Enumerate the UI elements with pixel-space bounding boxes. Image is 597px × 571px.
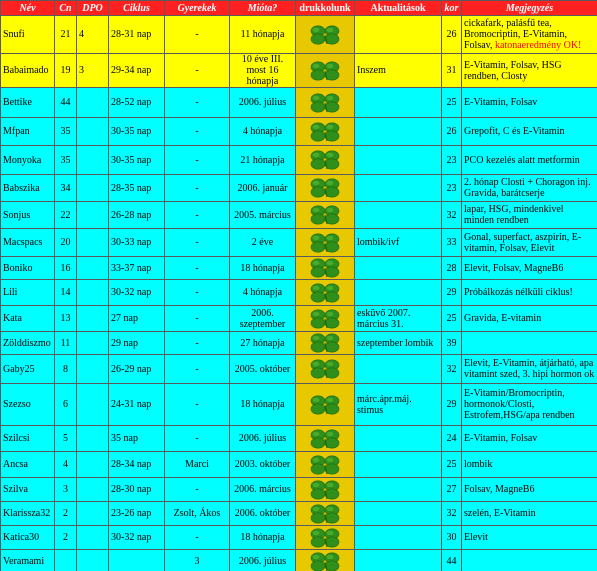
cell-nev: Babszika bbox=[1, 175, 55, 202]
cell-miota: 10 éve III. most 16 hónapja bbox=[230, 54, 296, 88]
cell-cn bbox=[55, 550, 77, 571]
cell-gyerekek: - bbox=[165, 355, 230, 384]
cell-kor: 28 bbox=[442, 257, 462, 280]
table-row bbox=[1, 550, 597, 571]
cell-clover bbox=[296, 550, 355, 571]
four-leaf-clover-icon bbox=[298, 394, 352, 416]
cell-cn: 22 bbox=[55, 202, 77, 229]
cell-ciklus: 26-29 nap bbox=[109, 355, 165, 384]
cell-gyerekek: - bbox=[165, 426, 230, 452]
cell-clover bbox=[296, 355, 355, 384]
cell-gyerekek: - bbox=[165, 118, 230, 146]
cell-aktualitasok bbox=[355, 257, 442, 280]
note-text: lapar, HSG, mindenkivel minden rendben bbox=[464, 204, 564, 226]
cell-gyerekek: - bbox=[165, 146, 230, 175]
cell-nev: Boniko bbox=[1, 257, 55, 280]
cell-nev: Ancsa bbox=[1, 452, 55, 478]
cell-aktualitasok bbox=[355, 502, 442, 526]
cell-clover bbox=[296, 478, 355, 502]
cell-miota: 2005. március bbox=[230, 202, 296, 229]
header-row bbox=[1, 1, 597, 16]
cell-kor: 25 bbox=[442, 88, 462, 118]
cell-miota: 2 éve bbox=[230, 229, 296, 257]
cell-nev: Macspacs bbox=[1, 229, 55, 257]
cell-nev: Lili bbox=[1, 280, 55, 306]
cell-dpo bbox=[77, 146, 109, 175]
note-text: Gravida, E-vitamin bbox=[464, 313, 542, 324]
note-text: 2. hónap Closti + Choragon inj. Gravida, barátcserje bbox=[464, 177, 591, 199]
header-nev: Név bbox=[1, 1, 55, 16]
cell-miota: 18 hónapja bbox=[230, 257, 296, 280]
cell-cn: 35 bbox=[55, 118, 77, 146]
cell-nev: Szilva bbox=[1, 478, 55, 502]
cell-clover bbox=[296, 257, 355, 280]
cell-kor: 29 bbox=[442, 384, 462, 426]
cell-ciklus: 29-34 nap bbox=[109, 54, 165, 88]
cell-ciklus: 26-28 nap bbox=[109, 202, 165, 229]
cell-gyerekek: - bbox=[165, 384, 230, 426]
cell-aktualitasok: esküvő 2007. március 31. bbox=[355, 306, 442, 332]
cell-ciklus: 30-32 nap bbox=[109, 526, 165, 550]
cell-aktualitasok bbox=[355, 202, 442, 229]
cell-cn: 3 bbox=[55, 478, 77, 502]
cell-megjegyzes bbox=[462, 280, 597, 306]
cell-miota: 2006. március bbox=[230, 478, 296, 502]
header-gyerekek: Gyerekek bbox=[165, 1, 230, 16]
note-text: Elevit, Folsav, MagneB6 bbox=[464, 262, 564, 274]
cell-aktualitasok bbox=[355, 426, 442, 452]
cell-megjegyzes bbox=[462, 146, 597, 175]
header-cn: Cn bbox=[55, 1, 77, 16]
cell-kor: 33 bbox=[442, 229, 462, 257]
cell-ciklus: 30-35 nap bbox=[109, 146, 165, 175]
cell-ciklus: 28-30 nap bbox=[109, 478, 165, 502]
cell-aktualitasok bbox=[355, 550, 442, 571]
cell-dpo bbox=[77, 229, 109, 257]
cell-aktualitasok: márc.ápr.máj. stimus bbox=[355, 384, 442, 426]
four-leaf-clover-icon bbox=[298, 551, 352, 571]
cell-gyerekek: - bbox=[165, 16, 230, 54]
cell-kor: 39 bbox=[442, 332, 462, 355]
cell-ciklus: 29 nap bbox=[109, 332, 165, 355]
cell-nev: Kata bbox=[1, 306, 55, 332]
cell-kor: 31 bbox=[442, 54, 462, 88]
cell-clover bbox=[296, 202, 355, 229]
cell-clover bbox=[296, 229, 355, 257]
cell-miota: 4 hónapja bbox=[230, 280, 296, 306]
cell-dpo bbox=[77, 175, 109, 202]
cell-dpo bbox=[77, 550, 109, 571]
cell-dpo bbox=[77, 452, 109, 478]
cell-megjegyzes bbox=[462, 526, 597, 550]
cell-aktualitasok: lombik/ivf bbox=[355, 229, 442, 257]
cell-miota: 2006. július bbox=[230, 550, 296, 571]
cell-cn: 2 bbox=[55, 502, 77, 526]
cell-nev: Monyoka bbox=[1, 146, 55, 175]
cell-ciklus: 28-31 nap bbox=[109, 16, 165, 54]
cell-megjegyzes bbox=[462, 118, 597, 146]
cell-cn: 8 bbox=[55, 355, 77, 384]
cell-aktualitasok bbox=[355, 118, 442, 146]
four-leaf-clover-icon bbox=[298, 204, 352, 226]
four-leaf-clover-icon bbox=[298, 257, 352, 279]
cell-miota: 2006. január bbox=[230, 175, 296, 202]
note-text: Próbálkozás nélküli ciklus! bbox=[464, 287, 573, 298]
table-row bbox=[1, 118, 597, 146]
cell-kor: 29 bbox=[442, 280, 462, 306]
header-dpo: DPO bbox=[77, 1, 109, 16]
cell-cn: 16 bbox=[55, 257, 77, 280]
header-kor: kor bbox=[442, 1, 462, 16]
cell-kor: 30 bbox=[442, 526, 462, 550]
cell-kor: 25 bbox=[442, 306, 462, 332]
four-leaf-clover-icon bbox=[298, 60, 352, 82]
cell-gyerekek: - bbox=[165, 332, 230, 355]
cell-gyerekek: - bbox=[165, 54, 230, 88]
four-leaf-clover-icon bbox=[298, 332, 352, 354]
cell-megjegyzes bbox=[462, 384, 597, 426]
cell-kor: 32 bbox=[442, 355, 462, 384]
table-row bbox=[1, 88, 597, 118]
four-leaf-clover-icon bbox=[298, 503, 352, 525]
cell-megjegyzes bbox=[462, 306, 597, 332]
four-leaf-clover-icon bbox=[298, 454, 352, 476]
cell-clover bbox=[296, 280, 355, 306]
four-leaf-clover-icon bbox=[298, 121, 352, 143]
cell-clover bbox=[296, 502, 355, 526]
cell-aktualitasok bbox=[355, 526, 442, 550]
cell-cn: 19 bbox=[55, 54, 77, 88]
cell-cn: 21 bbox=[55, 16, 77, 54]
cell-dpo bbox=[77, 384, 109, 426]
cell-kor: 32 bbox=[442, 202, 462, 229]
cell-nev: Mfpan bbox=[1, 118, 55, 146]
cell-dpo bbox=[77, 355, 109, 384]
header-miota: Mióta? bbox=[230, 1, 296, 16]
cell-gyerekek: - bbox=[165, 306, 230, 332]
note-text: E-Vitamin, Folsav bbox=[464, 433, 538, 444]
cell-kor: 32 bbox=[442, 502, 462, 526]
cell-gyerekek: 3 bbox=[165, 550, 230, 571]
cell-gyerekek: Zsolt, Ákos bbox=[165, 502, 230, 526]
cell-cn: 34 bbox=[55, 175, 77, 202]
cell-miota: 11 hónapja bbox=[230, 16, 296, 54]
cell-clover bbox=[296, 16, 355, 54]
note-text: Elevit, E-Vitamin, átjárható, apa vitamint szed, 3. hipi hormon ok bbox=[464, 358, 595, 380]
cell-dpo: 4 bbox=[77, 16, 109, 54]
cell-megjegyzes bbox=[462, 175, 597, 202]
cell-clover bbox=[296, 175, 355, 202]
cell-ciklus: 30-32 nap bbox=[109, 280, 165, 306]
cell-miota: 27 hónapja bbox=[230, 332, 296, 355]
cell-megjegyzes bbox=[462, 502, 597, 526]
cell-kor: 23 bbox=[442, 146, 462, 175]
cell-ciklus: 23-26 nap bbox=[109, 502, 165, 526]
cell-gyerekek: - bbox=[165, 280, 230, 306]
note-text: Folsav, MagneB6 bbox=[464, 484, 535, 495]
note-text: E-Vitamin, Folsav bbox=[464, 97, 538, 108]
cell-cn: 5 bbox=[55, 426, 77, 452]
cell-nev: Bettike bbox=[1, 88, 55, 118]
table-row bbox=[1, 426, 597, 452]
four-leaf-clover-icon bbox=[298, 308, 352, 330]
table-row bbox=[1, 502, 597, 526]
cell-miota: 2006. július bbox=[230, 426, 296, 452]
cell-aktualitasok bbox=[355, 146, 442, 175]
cell-clover bbox=[296, 88, 355, 118]
cell-gyerekek: - bbox=[165, 257, 230, 280]
header-megjegyzes: Megjegyzés bbox=[462, 1, 597, 16]
four-leaf-clover-icon bbox=[298, 177, 352, 199]
cell-dpo bbox=[77, 88, 109, 118]
cell-clover bbox=[296, 146, 355, 175]
table-row bbox=[1, 16, 597, 54]
cell-kor: 25 bbox=[442, 452, 462, 478]
cell-aktualitasok: szeptember lombik bbox=[355, 332, 442, 355]
cell-cn: 4 bbox=[55, 452, 77, 478]
cell-ciklus: 28-52 nap bbox=[109, 88, 165, 118]
cell-dpo bbox=[77, 502, 109, 526]
cell-gyerekek: - bbox=[165, 88, 230, 118]
four-leaf-clover-icon bbox=[298, 232, 352, 254]
cell-nev: Babaimado bbox=[1, 54, 55, 88]
note-text: Gonal, superfact, aszpirin, E-vitamin, Folsav, Elevit bbox=[464, 231, 582, 254]
cell-dpo bbox=[77, 118, 109, 146]
cell-nev: Katica30 bbox=[1, 526, 55, 550]
header-drukkolunk: drukkolunk bbox=[296, 1, 355, 16]
cell-aktualitasok bbox=[355, 280, 442, 306]
table-row bbox=[1, 478, 597, 502]
table-row bbox=[1, 229, 597, 257]
table-body bbox=[1, 16, 597, 571]
cell-cn: 20 bbox=[55, 229, 77, 257]
cell-clover bbox=[296, 118, 355, 146]
cell-megjegyzes bbox=[462, 54, 597, 88]
cell-nev: Sonjus bbox=[1, 202, 55, 229]
four-leaf-clover-icon bbox=[298, 479, 352, 501]
table-row bbox=[1, 257, 597, 280]
cell-cn: 13 bbox=[55, 306, 77, 332]
cell-clover bbox=[296, 332, 355, 355]
cell-nev: Veramami bbox=[1, 550, 55, 571]
cell-cn: 11 bbox=[55, 332, 77, 355]
cell-clover bbox=[296, 306, 355, 332]
cell-cn: 6 bbox=[55, 384, 77, 426]
table-row bbox=[1, 175, 597, 202]
cell-aktualitasok bbox=[355, 452, 442, 478]
cell-dpo bbox=[77, 478, 109, 502]
cell-ciklus: 33-37 nap bbox=[109, 257, 165, 280]
cell-gyerekek: - bbox=[165, 202, 230, 229]
table-row bbox=[1, 146, 597, 175]
note-text: Grepofit, C és E-Vitamin bbox=[464, 126, 565, 137]
cell-megjegyzes bbox=[462, 426, 597, 452]
cell-kor: 26 bbox=[442, 16, 462, 54]
cell-kor: 23 bbox=[442, 175, 462, 202]
cell-dpo bbox=[77, 257, 109, 280]
cell-aktualitasok bbox=[355, 88, 442, 118]
header-aktualitasok: Aktualitások bbox=[355, 1, 442, 16]
cell-ciklus: 28-35 nap bbox=[109, 175, 165, 202]
cell-ciklus: 28-34 nap bbox=[109, 452, 165, 478]
cell-clover bbox=[296, 54, 355, 88]
cell-megjegyzes bbox=[462, 88, 597, 118]
note-text: cickafark, palásfű tea, Bromocriptin, E-Vitamin, Folsav, bbox=[464, 18, 567, 51]
cell-ciklus: 30-35 nap bbox=[109, 118, 165, 146]
four-leaf-clover-icon bbox=[298, 92, 352, 114]
cell-megjegyzes bbox=[462, 229, 597, 257]
cell-cn: 14 bbox=[55, 280, 77, 306]
cell-miota: 2003. október bbox=[230, 452, 296, 478]
cell-gyerekek: Marci bbox=[165, 452, 230, 478]
cell-nev: Szezso bbox=[1, 384, 55, 426]
note-text: lombik bbox=[464, 459, 493, 470]
note-text: Elevit bbox=[464, 532, 488, 543]
four-leaf-clover-icon bbox=[298, 428, 352, 450]
table-row bbox=[1, 54, 597, 88]
cell-megjegyzes bbox=[462, 355, 597, 384]
cell-nev: Gaby25 bbox=[1, 355, 55, 384]
cell-ciklus: 30-33 nap bbox=[109, 229, 165, 257]
cell-nev: Zölddiszmo bbox=[1, 332, 55, 355]
cell-dpo bbox=[77, 306, 109, 332]
cell-ciklus: 24-31 nap bbox=[109, 384, 165, 426]
cell-ciklus: 35 nap bbox=[109, 426, 165, 452]
cell-dpo bbox=[77, 426, 109, 452]
cell-megjegyzes bbox=[462, 478, 597, 502]
cell-cn: 2 bbox=[55, 526, 77, 550]
cell-aktualitasok bbox=[355, 175, 442, 202]
cell-megjegyzes bbox=[462, 550, 597, 571]
cell-cn: 35 bbox=[55, 146, 77, 175]
cell-aktualitasok: Inszem bbox=[355, 54, 442, 88]
cell-dpo: 3 bbox=[77, 54, 109, 88]
cell-gyerekek: - bbox=[165, 526, 230, 550]
cell-ciklus bbox=[109, 550, 165, 571]
four-leaf-clover-icon bbox=[298, 527, 352, 549]
cell-miota: 4 hónapja bbox=[230, 118, 296, 146]
cell-gyerekek: - bbox=[165, 175, 230, 202]
cell-megjegyzes bbox=[462, 16, 597, 54]
cell-aktualitasok bbox=[355, 478, 442, 502]
cell-kor: 24 bbox=[442, 426, 462, 452]
cell-miota: 2006. július bbox=[230, 88, 296, 118]
cell-nev: Szilcsi bbox=[1, 426, 55, 452]
cell-dpo bbox=[77, 332, 109, 355]
cell-megjegyzes bbox=[462, 452, 597, 478]
table-row bbox=[1, 452, 597, 478]
cell-kor: 26 bbox=[442, 118, 462, 146]
cell-kor: 44 bbox=[442, 550, 462, 571]
cell-megjegyzes bbox=[462, 257, 597, 280]
cell-dpo bbox=[77, 202, 109, 229]
cell-dpo bbox=[77, 526, 109, 550]
note-text: szelén, E-Vitamin bbox=[464, 508, 536, 519]
cell-miota: 18 hónapja bbox=[230, 384, 296, 426]
cell-gyerekek: - bbox=[165, 478, 230, 502]
table-row bbox=[1, 384, 597, 426]
note-text: E-Vitamin, Folsav, HSG rendben, Closty bbox=[464, 59, 562, 82]
cell-miota: 2006. szeptember bbox=[230, 306, 296, 332]
four-leaf-clover-icon bbox=[298, 149, 352, 171]
cell-gyerekek: - bbox=[165, 229, 230, 257]
note-text: PCO kezelés alatt metformin bbox=[464, 154, 580, 166]
cell-miota: 2005. október bbox=[230, 355, 296, 384]
cell-aktualitasok bbox=[355, 16, 442, 54]
table-row bbox=[1, 355, 597, 384]
note-alert-text: katonaeredmény OK! bbox=[495, 40, 582, 51]
cell-clover bbox=[296, 384, 355, 426]
four-leaf-clover-icon bbox=[298, 282, 352, 304]
cell-miota: 21 hónapja bbox=[230, 146, 296, 175]
cell-clover bbox=[296, 452, 355, 478]
cell-dpo bbox=[77, 280, 109, 306]
table-row bbox=[1, 202, 597, 229]
four-leaf-clover-icon bbox=[298, 358, 352, 380]
cell-clover bbox=[296, 526, 355, 550]
cell-cn: 44 bbox=[55, 88, 77, 118]
cell-kor: 27 bbox=[442, 478, 462, 502]
cell-megjegyzes bbox=[462, 202, 597, 229]
table-row bbox=[1, 280, 597, 306]
cell-aktualitasok bbox=[355, 355, 442, 384]
cell-ciklus: 27 nap bbox=[109, 306, 165, 332]
cell-miota: 18 hónapja bbox=[230, 526, 296, 550]
cell-megjegyzes bbox=[462, 332, 597, 355]
note-text: E-Vitamin/Bromocriptin, hormonok/Closti, Estrofem,HSG/apa rendben bbox=[464, 388, 575, 421]
table-row bbox=[1, 306, 597, 332]
cell-clover bbox=[296, 426, 355, 452]
table-row bbox=[1, 332, 597, 355]
table-row bbox=[1, 526, 597, 550]
cell-miota: 2006. október bbox=[230, 502, 296, 526]
header-ciklus: Ciklus bbox=[109, 1, 165, 16]
cell-nev: Klarissza32 bbox=[1, 502, 55, 526]
four-leaf-clover-icon bbox=[298, 24, 352, 46]
cell-nev: Snufi bbox=[1, 16, 55, 54]
